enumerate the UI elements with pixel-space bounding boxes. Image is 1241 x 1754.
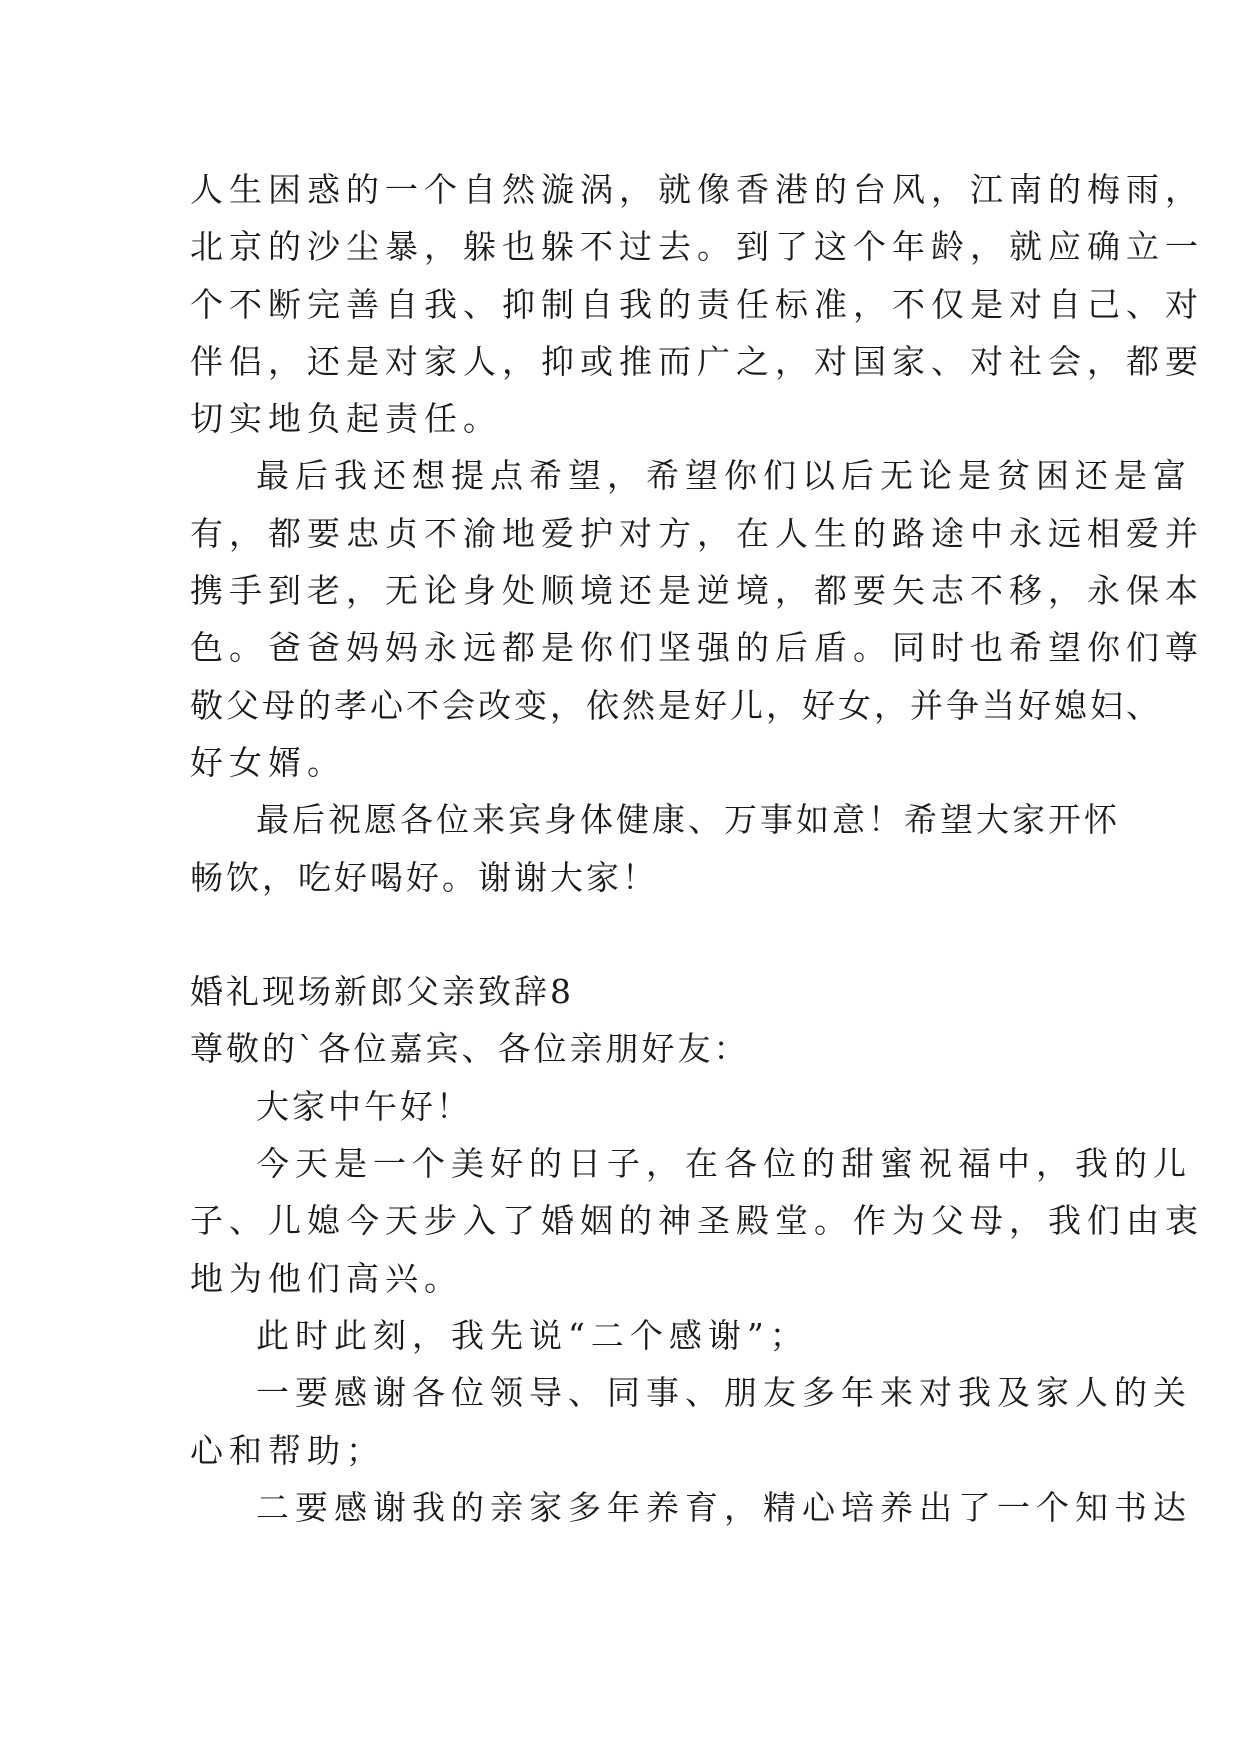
paragraph-gap xyxy=(190,906,1070,963)
text-line: 此时此刻，我先说“二个感谢”； xyxy=(256,1315,809,1355)
text-line: 最后祝愿各位来宾身体健康、万事如意！希望大家开怀 xyxy=(256,800,1120,840)
text-line: 心和帮助； xyxy=(190,1430,385,1470)
text-line: 敬父母的孝心不会改变，依然是好儿，好女，并争当好媳妇、 xyxy=(190,685,1162,725)
text-line: 北京的沙尘暴，躲也躲不过去。到了这个年龄，就应确立一 xyxy=(190,227,1204,267)
text-line: 畅饮，吃好喝好。谢谢大家！ xyxy=(190,857,658,897)
text-line: 今天是一个美好的日子，在各位的甜蜜祝福中，我的儿 xyxy=(256,1144,1192,1184)
text-line: 地为他们高兴。 xyxy=(190,1258,463,1298)
text-line: 一要感谢各位领导、同事、朋友多年来对我及家人的关 xyxy=(256,1373,1192,1413)
text-line: 携手到老，无论身处顺境还是逆境，都要矢志不移，永保本 xyxy=(190,571,1204,611)
text-line: 伴侣，还是对家人，抑或推而广之，对国家、对社会，都要 xyxy=(190,341,1204,381)
text-line: 子、儿媳今天步入了婚姻的神圣殿堂。作为父母，我们由衷 xyxy=(190,1201,1204,1241)
text-line: 二要感谢我的亲家多年养育，精心培养出了一个知书达 xyxy=(256,1487,1192,1527)
section-heading: 婚礼现场新郎父亲致辞8 xyxy=(190,972,574,1012)
text-line: 切实地负起责任。 xyxy=(190,399,502,439)
text-line: 有，都要忠贞不渝地爱护对方，在人生的路途中永远相爱并 xyxy=(190,513,1204,553)
text-line: 色。爸爸妈妈永远都是你们坚强的后盾。同时也希望你们尊 xyxy=(190,628,1204,668)
text-line: 人生困惑的一个自然漩涡，就像香港的台风，江南的梅雨， xyxy=(190,170,1204,209)
text-line: 好女婿。 xyxy=(190,742,346,782)
text-line: 个不断完善自我、抑制自我的责任标准，不仅是对自己、对 xyxy=(190,284,1204,324)
salutation: 尊敬的`各位嘉宾、各位亲朋好友： xyxy=(190,1029,750,1069)
greeting: 大家中午好！ xyxy=(256,1086,472,1126)
text-line: 最后我还想提点希望，希望你们以后无论是贫困还是富 xyxy=(256,456,1192,496)
document-body xyxy=(190,161,1204,1536)
